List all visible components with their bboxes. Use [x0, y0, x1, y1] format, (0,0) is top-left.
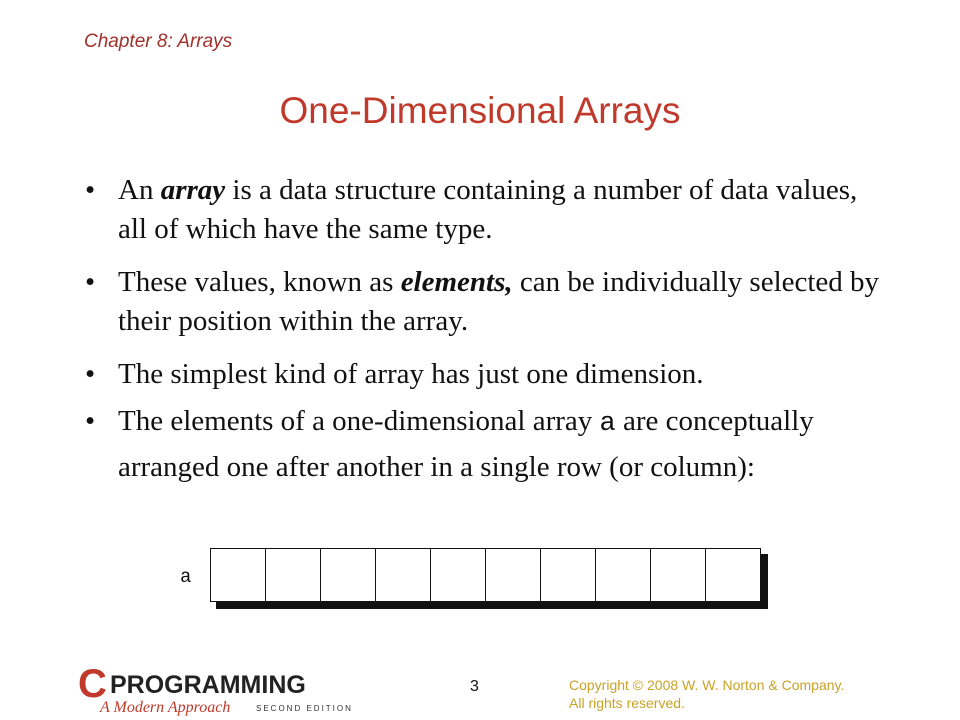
copyright-line: Copyright © 2008 W. W. Norton & Company. [569, 677, 845, 693]
bullet-item [85, 355, 885, 394]
bullet-text: can be individually selected by their position within the array. [118, 266, 880, 337]
page-number: 3 [470, 678, 479, 695]
bullet-list [85, 171, 885, 503]
chapter-heading: Chapter 8: Arrays [84, 31, 233, 52]
array-cell [376, 549, 431, 601]
bullet-item [85, 171, 885, 249]
bullet-text: These values, known as [118, 266, 401, 298]
bullet-text: An [118, 174, 161, 206]
logo-c-letter: C [78, 662, 107, 706]
logo-subtitle: A Modern Approach [100, 699, 231, 716]
slide-title: One-Dimensional Arrays [279, 90, 681, 131]
array-cell [211, 549, 266, 601]
array-label: a [180, 566, 192, 588]
copyright-notice [569, 676, 899, 712]
logo-title: PROGRAMMING [110, 671, 306, 699]
bullet-text: is a data structure containing a number of data values, all of which have the same type. [118, 174, 858, 245]
array-cell [266, 549, 321, 601]
array-cell [541, 549, 596, 601]
copyright-line: All rights reserved. [569, 695, 685, 711]
array-cell [596, 549, 651, 601]
bullet-term: elements, [400, 266, 513, 298]
array-cells [210, 548, 761, 602]
bullet-text: are conceptually arranged one after another in a single row (or column): [118, 405, 814, 483]
bullet-text: The simplest kind of array has just one dimension. [118, 358, 704, 390]
array-cell [431, 549, 486, 601]
array-cell [651, 549, 706, 601]
array-cell [706, 549, 760, 601]
c-programming-logo [78, 662, 378, 718]
bullet-code: a [599, 409, 616, 439]
array-cell [486, 549, 541, 601]
bullet-item [85, 263, 885, 341]
bullet-item [85, 400, 885, 489]
bullet-text: The elements of a one-dimensional array [118, 405, 600, 437]
bullet-term: array [160, 174, 226, 206]
logo-edition: SECOND EDITION [256, 704, 353, 713]
array-cell [321, 549, 376, 601]
